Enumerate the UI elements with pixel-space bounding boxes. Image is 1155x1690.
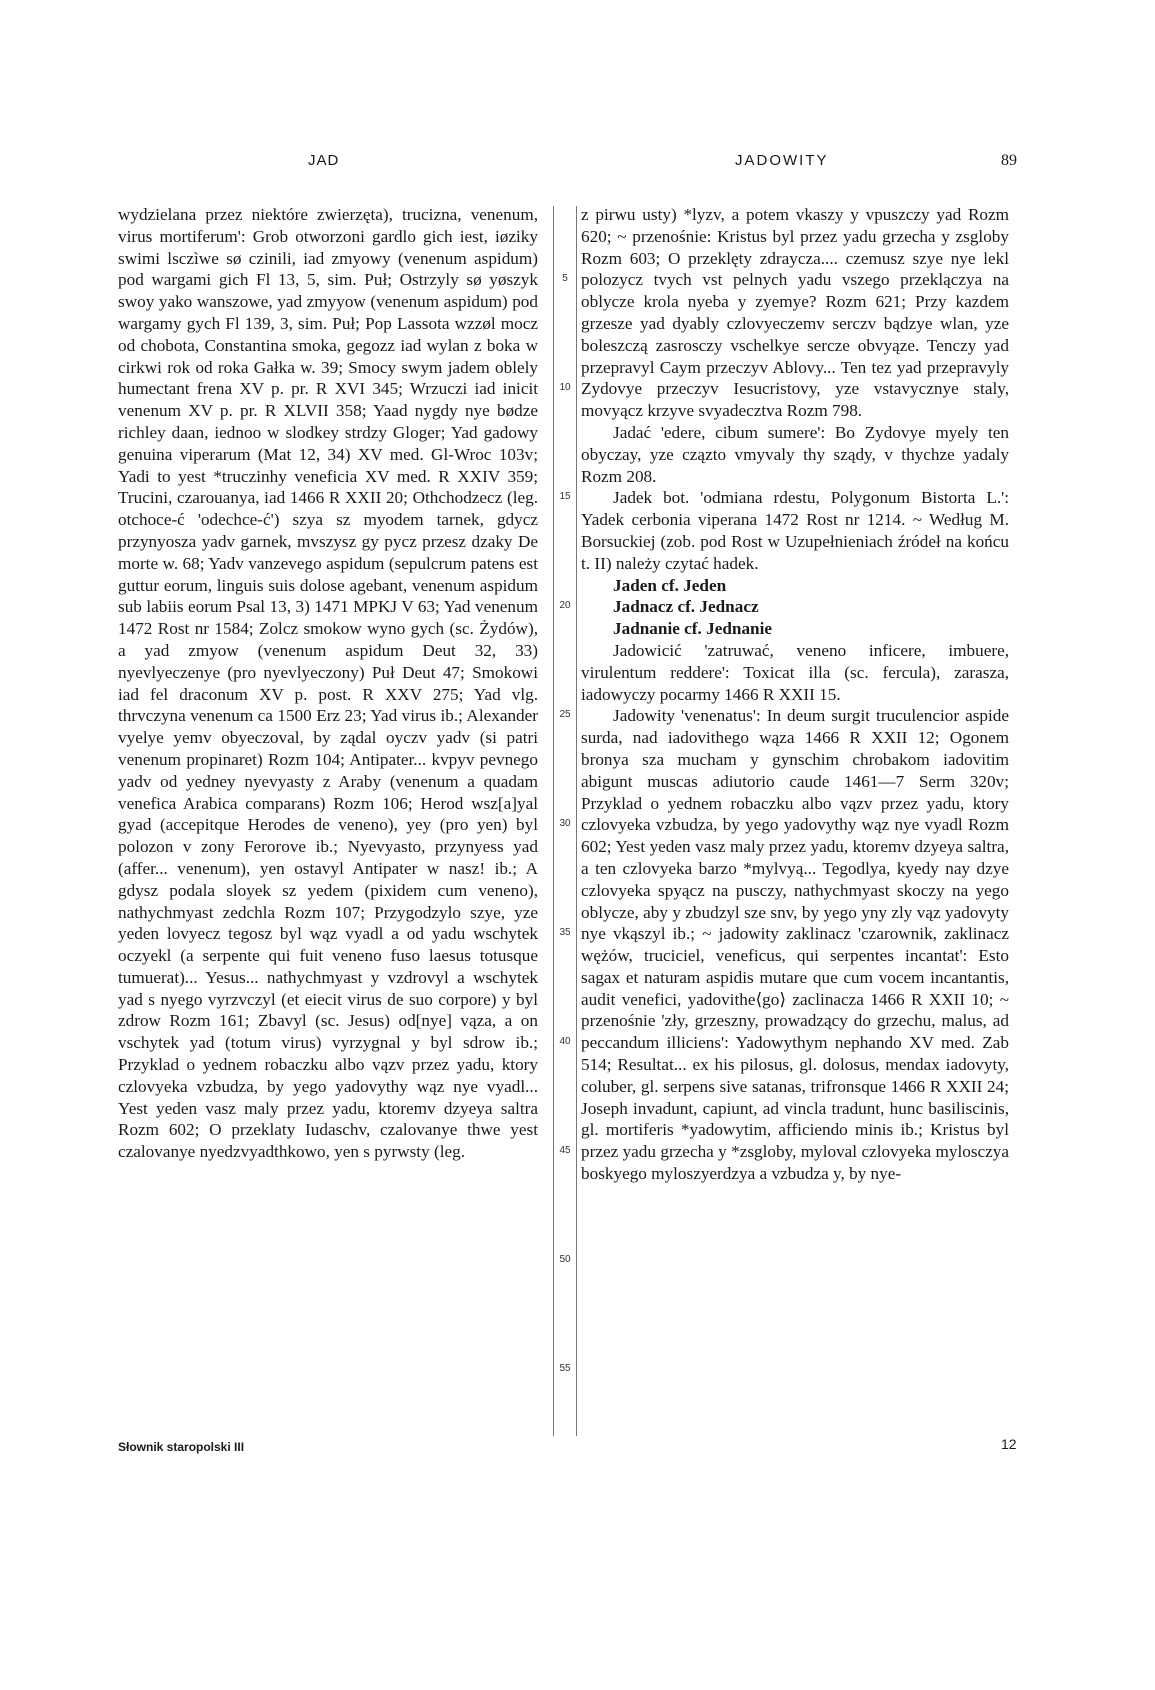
- line-number: 10: [559, 382, 571, 393]
- signature-mark: 12: [1001, 1436, 1017, 1452]
- line-number: 25: [559, 709, 571, 720]
- line-number: 40: [559, 1036, 571, 1047]
- entry-jadac: Jadać 'edere, cibum sumere': Bo Zydovye myely ten obyczay, yze czązto vmyvaly thy sządy, v thychze yadaly Rozm 208.: [581, 422, 1009, 486]
- column-rule-right: [576, 206, 577, 1436]
- entry-jaden: Jaden cf. Jeden: [613, 575, 727, 595]
- line-number: 30: [559, 818, 571, 829]
- line-number: 35: [559, 927, 571, 938]
- left-headword: JAD: [308, 152, 340, 169]
- column-rule-left: [553, 206, 554, 1436]
- footer-title: Słownik staropolski III: [118, 1440, 245, 1454]
- running-header: [0, 152, 1155, 176]
- entry-jadnacz: Jadnacz cf. Jednacz: [613, 597, 759, 617]
- right-headword: JADOWITY: [735, 152, 829, 169]
- entry-continuation: z pirwu usty) *lyzv, a potem vkaszy y vpuszczy yad Rozm 620; ~ przenośnie: Kristus byl przez yadu grzecha y zsgloby Rozm 603; O przeklęty zdraycza.... czemusz szye nye lekl polozycz tvych vst pelnych yadu vszego przeklączya na oblycze krola nyeba y zyemye? Rozm 621; Przy kazdem grzesze yad dyably czlovyeczemv serczv bądzye wlan, yze boleszczą zasrosczy vschelkye sercze obvyąze. Tenczy yad przepravyl Caym przeczyv Ablovy... Ten tez yad przepravyly Zydovye przeczyv Iesucristovy, yze vstavycznye staly, movyącz krzyve svyadecztva Rozm 798.: [581, 205, 1009, 421]
- line-number: 15: [559, 491, 571, 502]
- entry-jadnanie: Jadnanie cf. Jednanie: [613, 619, 773, 639]
- line-number: 55: [559, 1363, 571, 1374]
- line-number: 20: [559, 600, 571, 611]
- entry-jadowity: Jadowity 'venenatus': In deum surgit truculencior aspide surda, nad iadovithego wąza 1466 R XXII 12; Ogonem bronya sza mucham y gynschim chrobakom iadovitim abigunt muscas adiutorio caude 1461—7 Serm 320v; Przyklad o yednem robaczku albo vązv przez yadu, ktory czlovyeka vzbudza, by yego yadovythy wąz nye vyadl Rozm 602; Yest yeden vasz maly przez yadu, ktoremv dzyeya saltra, a ten czlovyeka barzo *mylvyą... Tegodlya, kyedy nay dzye czlovyeka spyącz na pusczy, nathychmyast skoczy na yego oblycze, aby y zbudzyl sze snv, by yego yny zly vąz yadovyty nye vkąszyl ib.; ~ jadowity zaklinacz 'czarownik, zaklinacz wężów, truciciel, veneficus, qui serpentes incantat': Esto sagax et naturam aspidis mutare que cum vocem incantantis, audit venefici, yadovithe⟨go⟩ zaclinacza 1466 R XXII 10; ~ przenośnie 'zły, grzeszny, prowadzący do grzechu, malus, ad peccandum illiciens': Yadowythym nephando XV med. Zab 514; Resultat... ex his pilosus, gl. dolosus, mendax iadovyty, coluber, gl. serpens sive satanas, trifronsque 1466 R XXII 24; Joseph invadunt, capiunt, ad vincla tradunt, hunc basiliscinis, gl. mortiferis *yadowytim, afficiendo minis ib.; Kristus byl przez yadu grzecha y *zsgloby, myloval czlovyeka mylosczya boskyego myloszyerdzya a vzbudza y, by nye-: [581, 706, 1009, 1184]
- page-number: 89: [1001, 152, 1017, 169]
- entry-jadowicic: Jadowicić 'zatruwać, veneno inficere, imbuere, virulentum reddere': Toxicat illa (sc. fercula), zarasza, iadowyczy pocarmy 1466 R XXII 15.: [581, 640, 1009, 704]
- line-number: 45: [559, 1145, 571, 1156]
- right-column: [581, 204, 1009, 1185]
- line-number: 5: [562, 273, 568, 284]
- line-number: 50: [559, 1254, 571, 1265]
- left-column-text: wydzielana przez niektóre zwierzęta), trucizna, venenum, virus mortiferum': Grob otworzoni gardlo gich iest, iøziky swimi lsczìwe sø czinili, iad zmyowy (venenum aspidum) pod wargami gich Fl 13, 5, sim. Puł; Ostrzyly sø yøszyk swoy yako wanszowe, yad zmyyow (venenum aspidum) pod wargamy gych Fl 139, 3, sim. Puł; Pop Lassota wzzøl mocz od chobota, Constantina smoka, gegozz iad wylan z boka w cirkwi rok od roka Gałka w. 39; Smocy swym jadem oblely humectant frena XV p. pr. R XVI 345; Wrzuczi iad inicit venenum XV p. pr. R XLVII 358; Yaad nygdy nye bødze richley daan, iednoo w slodkey strdzy Gloger; Yad gadowy genuina viperarum (Mat 12, 34) XV med. Gl-Wroc 103v; Yadi to yest *truczinhy veneficia XV med. R XXIV 359; Trucini, czarouanya, iad 1466 R XXII 20; Othchodzecz (leg. otchoce-ć 'odechce-ć') szya sz myodem tarnek, gdycz przynyosza yadv garnek, mvszysz gy pycz przesz dzaky De morte w. 68; Yadv vanzevego aspidum (sepulcrum patens est guttur eorum, linguis suis dolose agebant, venenum aspidum sub labiis eorum Psal 13, 3) 1471 MPKJ V 63; Yad venenum 1472 Rost nr 1584; Zolcz smokow wyno gych (sc. Żydów), a yad zmyow (venenum aspidum Deut 32, 33) nyevlyeczenye (pro nyevlyeczony) Puł Deut 47; Smokowi iad fel draconum XV p. post. R XXV 275; Yad vlg. thrvczyna venenum ca 1500 Erz 23; Yad virus ib.; Alexander vyelye yemv obyeczoval, by ządal oyczv yadv (si patri venenum propinaret) Rozm 104; Antipater... kvpyv pevnego yadv od yedney nyevyasty z Araby (venenum a quadam venefica Arabica comparans) Rozm 106; Herod wsz[a]yal gyad (accepitque Herodes de veneno), yey (pro yen) byl polozon v zony Ferorove ib.; Nyevyasto, przynyess yad (affer... venenum), yen ostavyl Antipater w nasz! ib.; A gdysz podala sloyek sz yedem (pixidem cum veneno), nathychmyast zedchla Rozm 107; Przygodzylo szye, yze yeden lovyecz tegosz byl wąz vyadl a od yadu wschytek oczyekl (a serpente qui fuit veneno fuso laesus totusque tumuerat)... Yesus... nathychmyast y vzdrovyl a wschytek yad s nyego vyrzvczyl (et eiecit virus de suo corpore) y byl zdrow Rozm 161; Zbavyl (sc. Jesus) od[nye] vąza, a on vschytek yad (totum virus) vyrzygnal y byl sdrow ib.; Przyklad o yednem robaczku albo vązv przez yadu, ktory czlovyeka vzbudza, by yego yadovythy wąz nye vyadl... Yest yeden vasz maly przez yadu, ktoremv dzyeya saltra Rozm 602; O przeklaty Iudaschv, czalovanye thwe yest czalovanye nyedzvyadthkowo, yen s pyrwsty (leg.: [118, 205, 538, 1162]
- left-column: [118, 204, 538, 1163]
- entry-jadek: Jadek bot. 'odmiana rdestu, Polygonum Bistorta L.': Yadek cerbonia viperana 1472 Rost nr 1214. ~ Według M. Borsuckiej (zob. pod Rost w Uzupełnieniach źródeł na końcu t. II) należy czytać hadek.: [581, 488, 1009, 573]
